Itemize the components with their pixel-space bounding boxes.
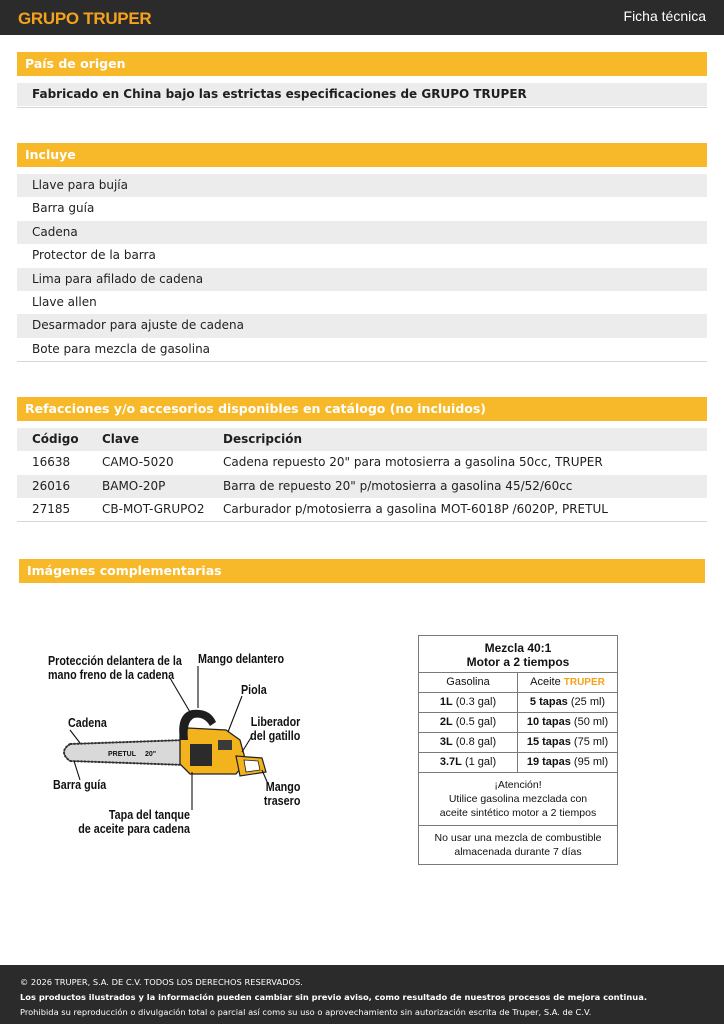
section-includes-header: Incluye — [17, 143, 707, 167]
label-front-guard: Protección delantera de la mano freno de la cadena — [48, 654, 182, 682]
table-row — [17, 451, 707, 474]
table-row — [17, 498, 707, 521]
mixture-warning: ¡Atención! Utilice gasolina mezclada con aceite sintético motor a 2 tiempos — [419, 772, 617, 825]
section-parts-header: Refacciones y/o accesorios disponibles en catálogo (no incluidos) — [17, 397, 707, 421]
list-item: Llave allen — [32, 295, 97, 309]
table-cell: 16638 — [32, 455, 71, 470]
document-type: Ficha técnica — [623, 8, 706, 24]
logo: GRUPO TRUPER — [18, 9, 152, 28]
divider — [17, 361, 707, 362]
origin-text: Fabricado en China bajo las estrictas especificaciones de GRUPO TRUPER — [17, 83, 707, 106]
label-chain: Cadena — [68, 716, 107, 730]
list-item: Barra guía — [32, 201, 95, 216]
mixture-row: 2L (0.5 gal) 10 tapas (50 ml) — [419, 712, 617, 732]
label-throttle-release: Liberador del gatillo — [249, 715, 300, 743]
mixture-col-gas: Gasolina — [419, 673, 518, 692]
label-rear-handle: Mango trasero — [263, 780, 300, 808]
footer — [0, 965, 724, 1024]
mixture-title: Mezcla 40:1 Motor a 2 tiempos — [466, 641, 570, 669]
truper-mini-logo: TRUPER — [563, 677, 605, 688]
section-origin-header: País de origen — [17, 52, 707, 76]
mixture-col-oil: Aceite TRUPER — [530, 676, 605, 688]
list-item: Desarmador para ajuste de cadena — [17, 314, 707, 337]
top-bar — [0, 0, 724, 35]
mixture-row: 3.7L (1 gal) 19 tapas (95 ml) — [419, 752, 617, 772]
column-header-key: Clave — [102, 432, 139, 446]
table-row — [17, 475, 707, 498]
table-cell: 26016 — [32, 478, 71, 493]
list-item: Llave para bujía — [17, 174, 707, 197]
label-guide-bar: Barra guía — [53, 778, 107, 792]
section-images-header: Imágenes complementarias — [19, 559, 705, 583]
label-throttle-lock: Piola — [241, 683, 267, 697]
list-item: Protector de la barra — [32, 248, 156, 263]
chainsaw-diagram — [40, 640, 320, 840]
mixture-row: 3L (0.8 gal) 15 tapas (75 ml) — [419, 732, 617, 752]
table-cell: Barra de repuesto 20" p/motosierra a gasolina 45/52/60cc — [223, 478, 573, 493]
table-header — [17, 428, 707, 451]
bar-size-text: 20" — [145, 751, 157, 758]
list-item: Bote para mezcla de gasolina — [32, 341, 211, 356]
list-item: Lima para afilado de cadena — [17, 268, 707, 291]
column-header-code: Código — [32, 432, 79, 446]
mixture-note: No usar una mezcla de combustible almacenada durante 7 días — [419, 825, 617, 864]
mixture-table — [418, 635, 618, 865]
table-cell: BAMO-20P — [102, 478, 166, 493]
list-item: Cadena — [17, 221, 707, 244]
footer-disclaimer: Los productos ilustrados y la información pueden cambiar sin previo aviso, como resultado de nuestros procesos de mejora continua. — [20, 992, 647, 1002]
divider — [17, 107, 707, 108]
footer-copyright: © 2026 TRUPER, S.A. DE C.V. TODOS LOS DERECHOS RESERVADOS. — [20, 977, 303, 987]
label-front-handle: Mango delantero — [198, 652, 285, 666]
footer-legal: Prohibida su reproducción o divulgación total o parcial así como su uso o aprovechamiento sin autorización escrita de Truper, S.A. de C.V. — [20, 1007, 592, 1017]
column-header-description: Descripción — [223, 432, 302, 446]
table-cell: 27185 — [32, 502, 71, 517]
table-cell: Carburador p/motosierra a gasolina MOT-6018P /6020P, PRETUL — [223, 502, 608, 517]
mixture-row: 1L (0.3 gal) 5 tapas (25 ml) — [419, 692, 617, 712]
table-cell: Cadena repuesto 20" para motosierra a gasolina 50cc, TRUPER — [223, 455, 603, 470]
divider — [17, 521, 707, 522]
mixture-header-row — [419, 672, 617, 692]
label-oil-cap: Tapa del tanque de aceite para cadena — [78, 808, 190, 836]
table-cell: CAMO-5020 — [102, 455, 174, 470]
bar-brand-text: PRETUL — [108, 751, 136, 758]
table-cell: CB-MOT-GRUPO2 — [102, 502, 205, 517]
